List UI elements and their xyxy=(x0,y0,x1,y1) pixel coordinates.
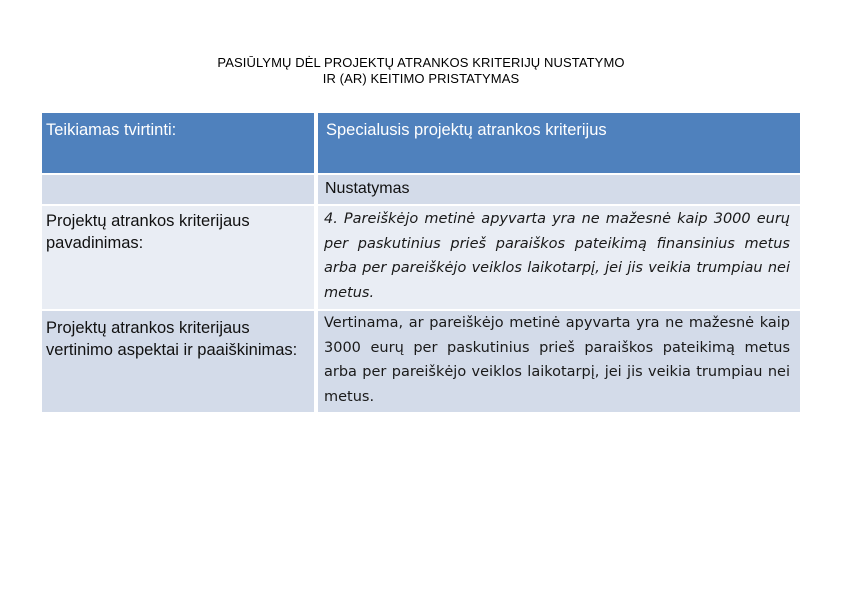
subheader-cell-establishment: Nustatymas xyxy=(318,175,800,204)
document-title xyxy=(0,55,842,87)
header-cell-special-criterion: Specialusis projektų atrankos kriterijus xyxy=(318,113,800,173)
evaluation-aspects-text: Vertinama, ar pareiškėjo metinė apyvarta yra ne mažesnė kaip 3000 eurų per paskutinius prieš paraiškos pateikimą metus arba per pareiškėjo veiklos laikotarpį, jei jis veikia trumpiau nei metus. xyxy=(318,311,800,412)
subheader-cell-empty xyxy=(42,175,314,204)
evaluation-aspects-label: Projektų atrankos kriterijaus vertinimo aspektai ir paaiškinimas: xyxy=(42,311,314,412)
table-row-criterion-name xyxy=(42,206,800,309)
criteria-table xyxy=(42,113,800,412)
table-header-row xyxy=(42,113,800,173)
header-cell-submitted-for-approval: Teikiamas tvirtinti: xyxy=(42,113,314,173)
table-row-evaluation-aspects xyxy=(42,311,800,412)
criterion-name-label: Projektų atrankos kriterijaus pavadinimas: xyxy=(42,206,314,309)
table-subheader-row xyxy=(42,175,800,204)
document-title-line-2: IR (AR) KEITIMO PRISTATYMAS xyxy=(322,71,520,86)
document-title-line-1: PASIŪLYMŲ DĖL PROJEKTŲ ATRANKOS KRITERIJŲ NUSTATYMO xyxy=(217,55,625,70)
criterion-name-text: 4. Pareiškėjo metinė apyvarta yra ne mažesnė kaip 3000 eurų per paskutinius prieš paraiškos pateikimą finansinius metus arba per pareiškėjo veiklos laikotarpį, jei jis veikia trumpiau nei metus. xyxy=(318,206,800,309)
